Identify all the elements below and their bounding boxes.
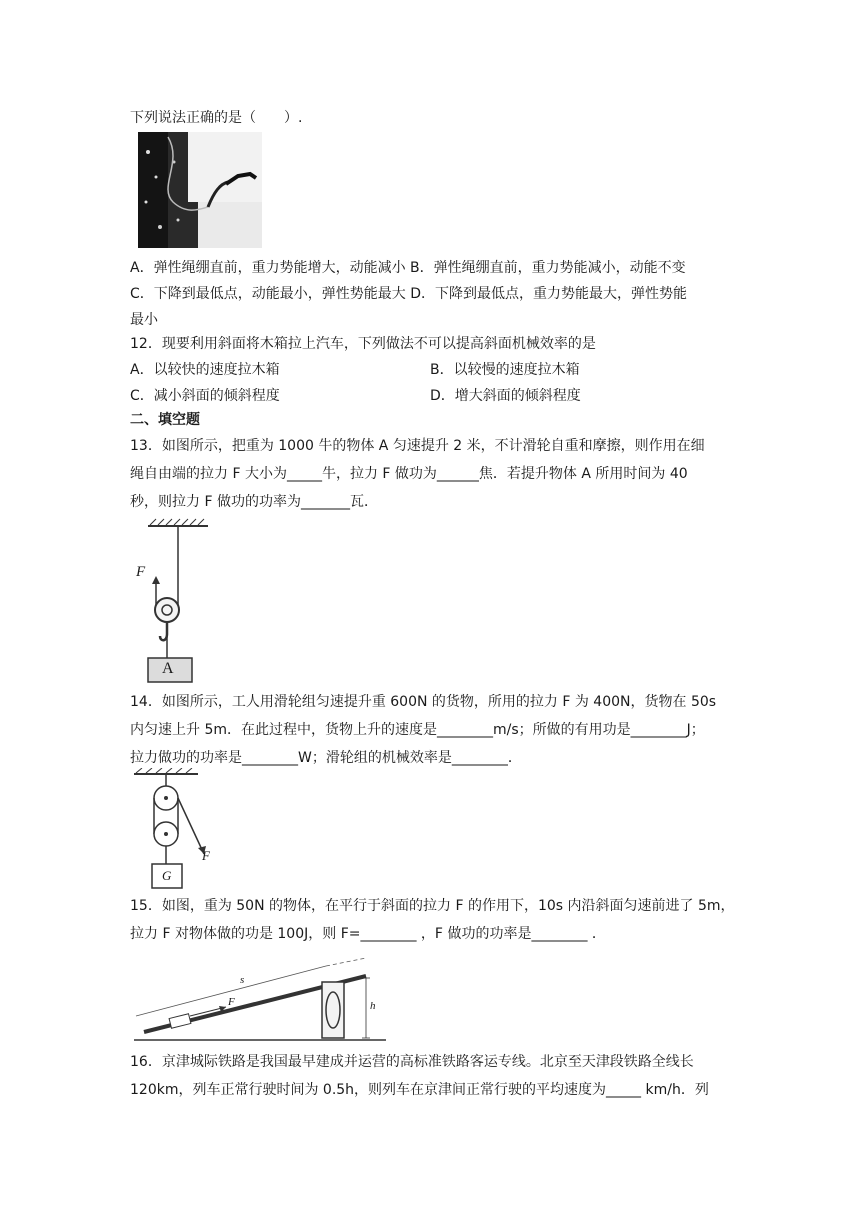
q13-line3: 秒，则拉力 F 做功的功率为_______瓦． <box>130 494 378 510</box>
q15-figure-label-s: s <box>240 974 245 986</box>
q15-figure-label-f: F <box>228 996 235 1008</box>
pulley-block-figure <box>128 768 218 892</box>
q13-line2: 绳自由端的拉力 F 大小为_____牛，拉力 F 做功为______焦．若提升物体 A 所用时间为 40 <box>130 466 688 482</box>
q15-line1: 15．如图，重为 50N 的物体，在平行于斜面的拉力 F 的作用下，10s 内沿斜面匀速前进了 5m， <box>130 898 735 914</box>
q13-figure-label-a: A <box>162 660 174 677</box>
q14-figure-label-f: F <box>202 848 210 863</box>
q11-options-line1: A．弹性绳绷直前，重力势能增大，动能减小 B．弹性绳绷直前，重力势能减小，动能不变 <box>130 260 686 276</box>
q15-line2: 拉力 F 对物体做的功是 100J，则 F=________ ，F 做功的功率是________ ． <box>130 926 606 942</box>
q16-line2: 120km，列车正常行驶时间为 0.5h，则列车在京津间正常行驶的平均速度为_____ km/h．列 <box>130 1082 709 1098</box>
q15-figure-label-h: h <box>370 1000 376 1012</box>
q13-line1: 13．如图所示，把重为 1000 牛的物体 A 匀速提升 2 米，不计滑轮自重和摩擦，则作用在细 <box>130 438 705 454</box>
q12-option-a: A．以较快的速度拉木箱 <box>130 362 280 378</box>
movable-pulley-figure <box>132 518 222 686</box>
q14-line2: 内匀速上升 5m．在此过程中，货物上升的速度是________m/s；所做的有用功是________J； <box>130 722 705 738</box>
q11-options-line2: C．下降到最低点，动能最小，弹性势能最大 D．下降到最低点，重力势能最大，弹性势能 <box>130 286 688 302</box>
q12-option-d: D．增大斜面的倾斜程度 <box>430 388 581 404</box>
q13-figure-label-f: F <box>136 564 146 580</box>
q14-figure-label-g: G <box>162 868 172 883</box>
q12-option-b: B．以较慢的速度拉木箱 <box>430 362 580 378</box>
q14-line1: 14．如图所示，工人用滑轮组匀速提升重 600N 的货物，所用的拉力 F 为 400N，货物在 50s <box>130 694 717 710</box>
section-heading: 二、填空题 <box>130 412 200 428</box>
bungee-jumper-photo-icon <box>138 132 262 248</box>
q12-option-c: C．减小斜面的倾斜程度 <box>130 388 280 404</box>
q12-stem: 12．现要利用斜面将木箱拉上汽车，下列做法不可以提高斜面机械效率的是 <box>130 336 596 352</box>
q14-line3: 拉力做功的功率是________W；滑轮组的机械效率是________． <box>130 750 522 766</box>
q11-options-line3: 最小 <box>130 312 158 328</box>
incline-figure <box>130 956 390 1046</box>
q16-line1: 16．京津城际铁路是我国最早建成并运营的高标准铁路客运专线。北京至天津段铁路全线长 <box>130 1054 694 1070</box>
q11-stem: 下列说法正确的是（ ）. <box>130 110 303 126</box>
